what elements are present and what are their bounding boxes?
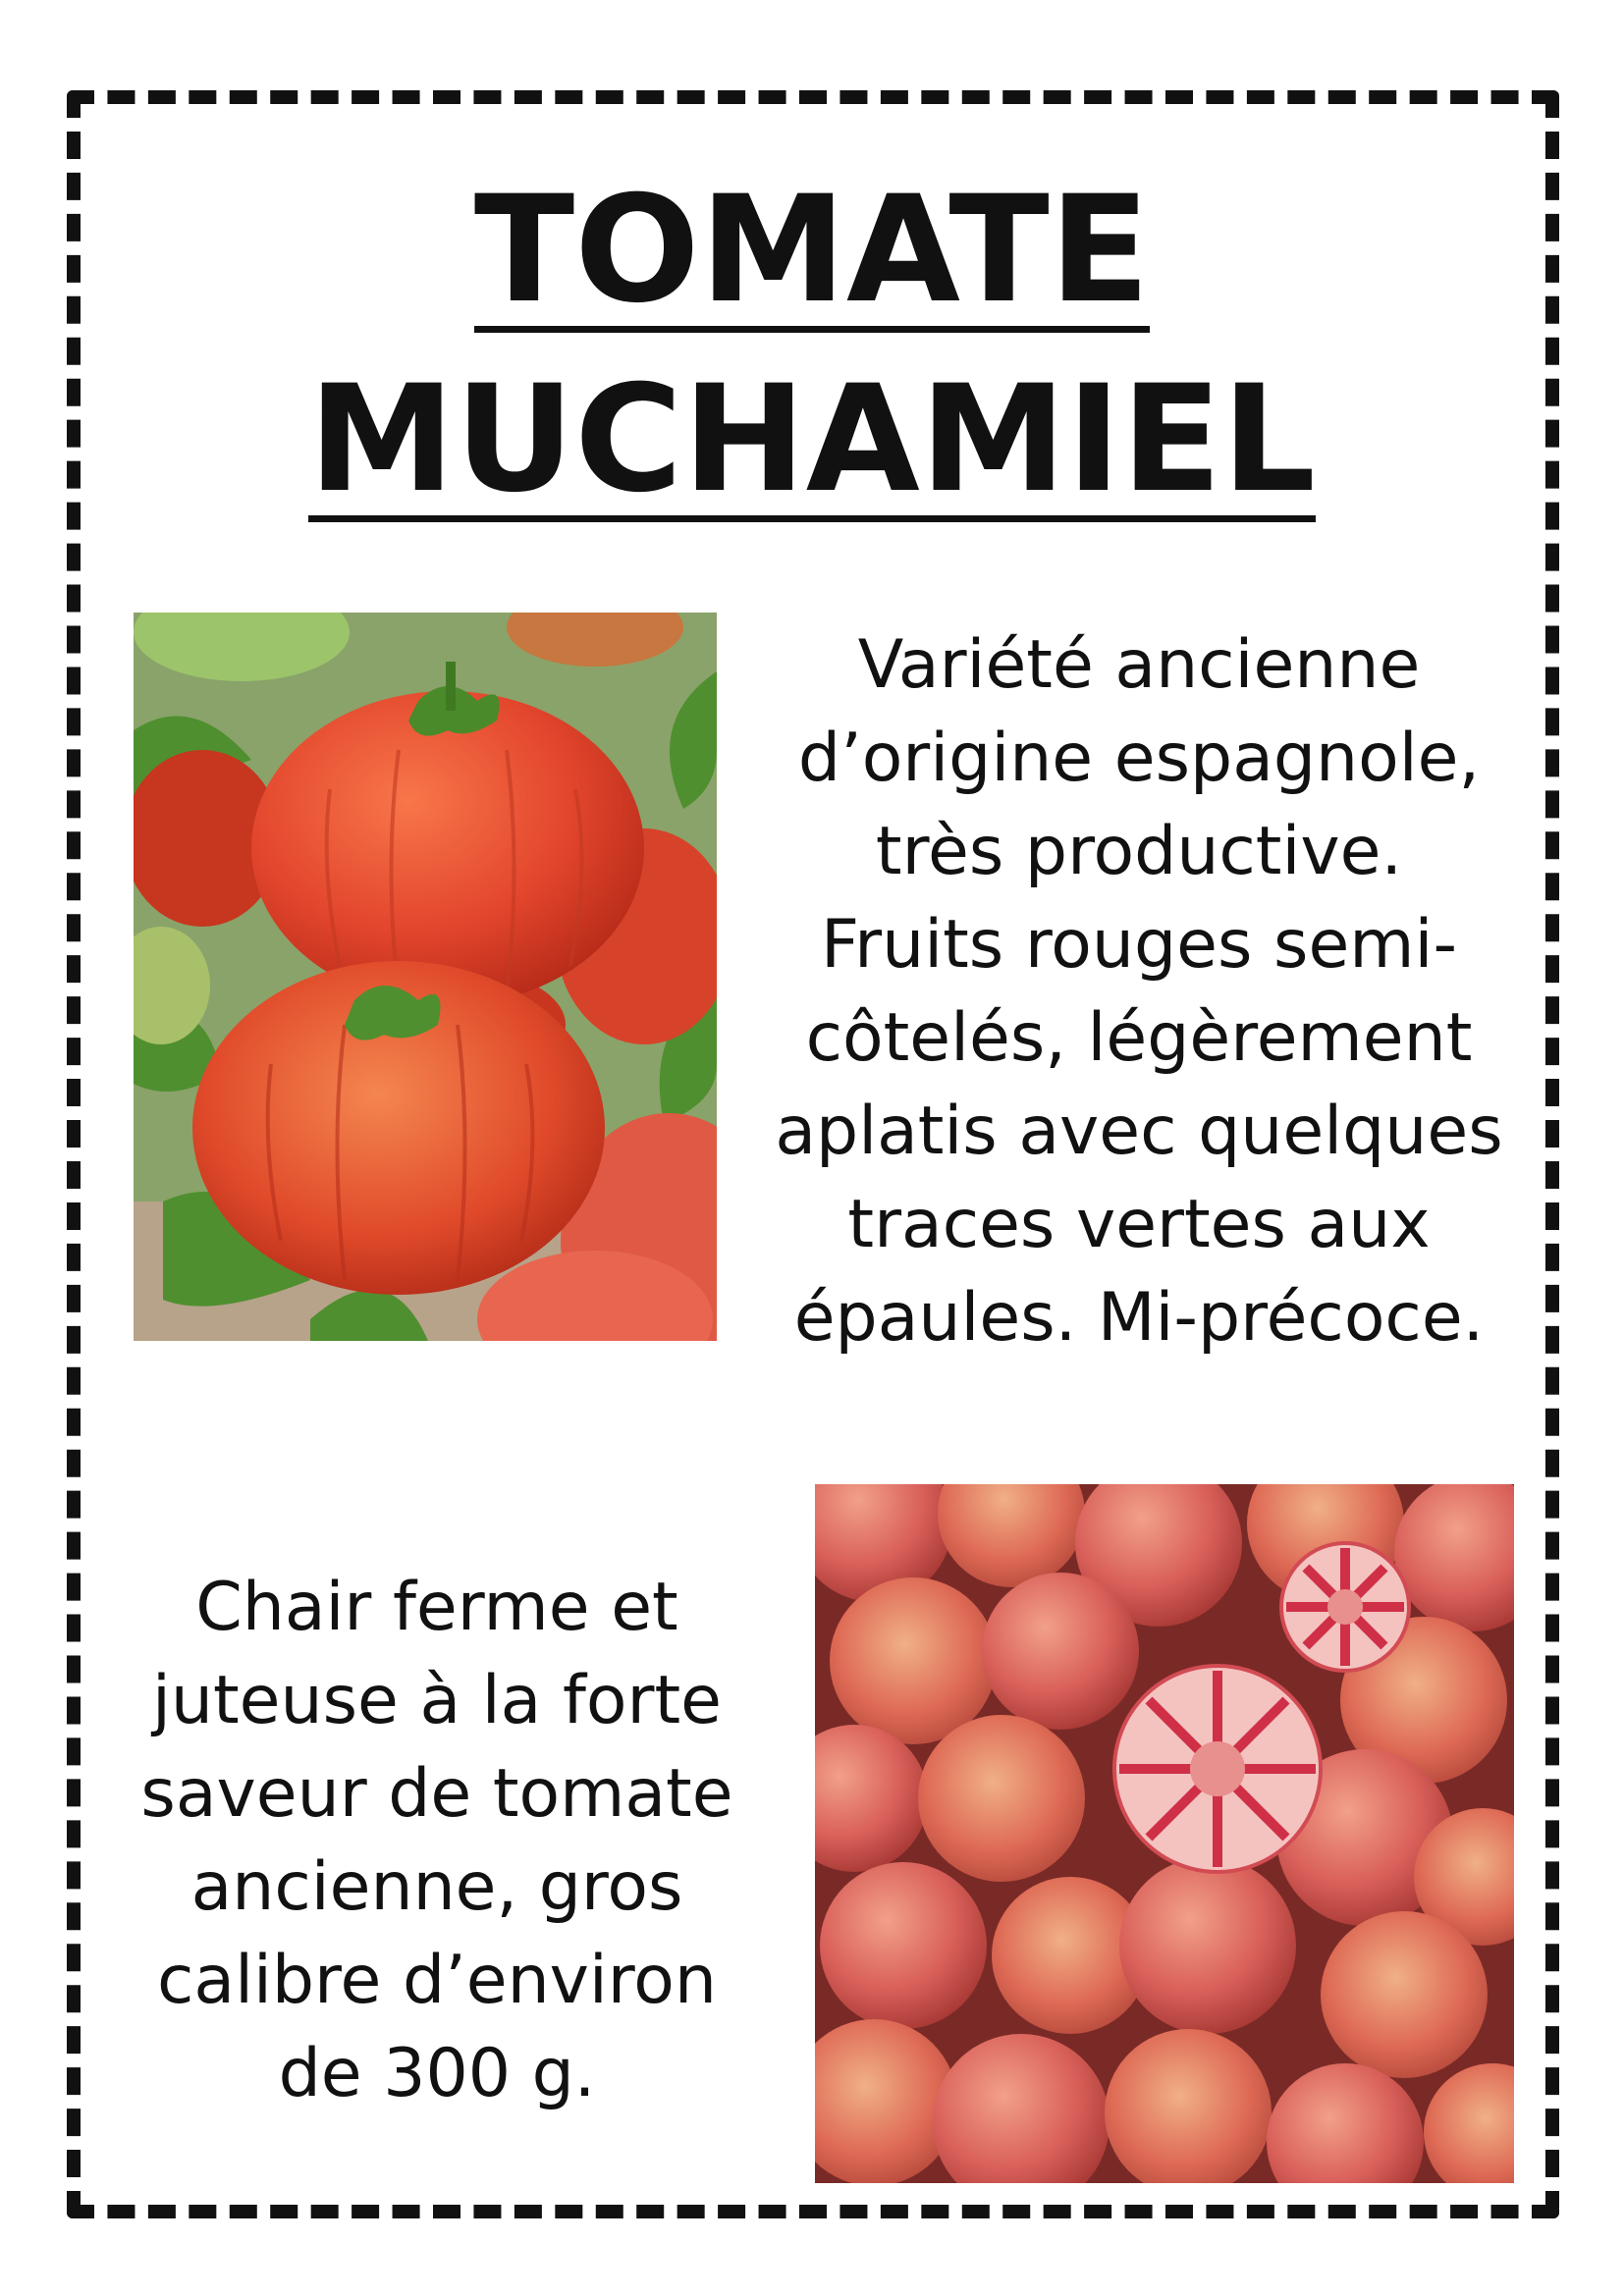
flavor-description: Chair ferme et juteuse à la forte saveur de tomate ancienne, gros calibre d’environ de 300 g.: [140, 1569, 733, 2112]
page-title: [0, 162, 1624, 528]
tomato-plant-photo: [134, 613, 717, 1341]
variety-description: Variété ancienne d’origine espagnole, très productive. Fruits rouges semi- côtelés, légèrement aplatis avec quelques traces vertes aux épaules. Mi-précoce.: [775, 626, 1503, 1357]
title-line-1: TOMATE: [473, 165, 1151, 336]
title-line-2: MUCHAMIEL: [308, 354, 1316, 525]
tomato-pile-photo: [815, 1484, 1514, 2183]
